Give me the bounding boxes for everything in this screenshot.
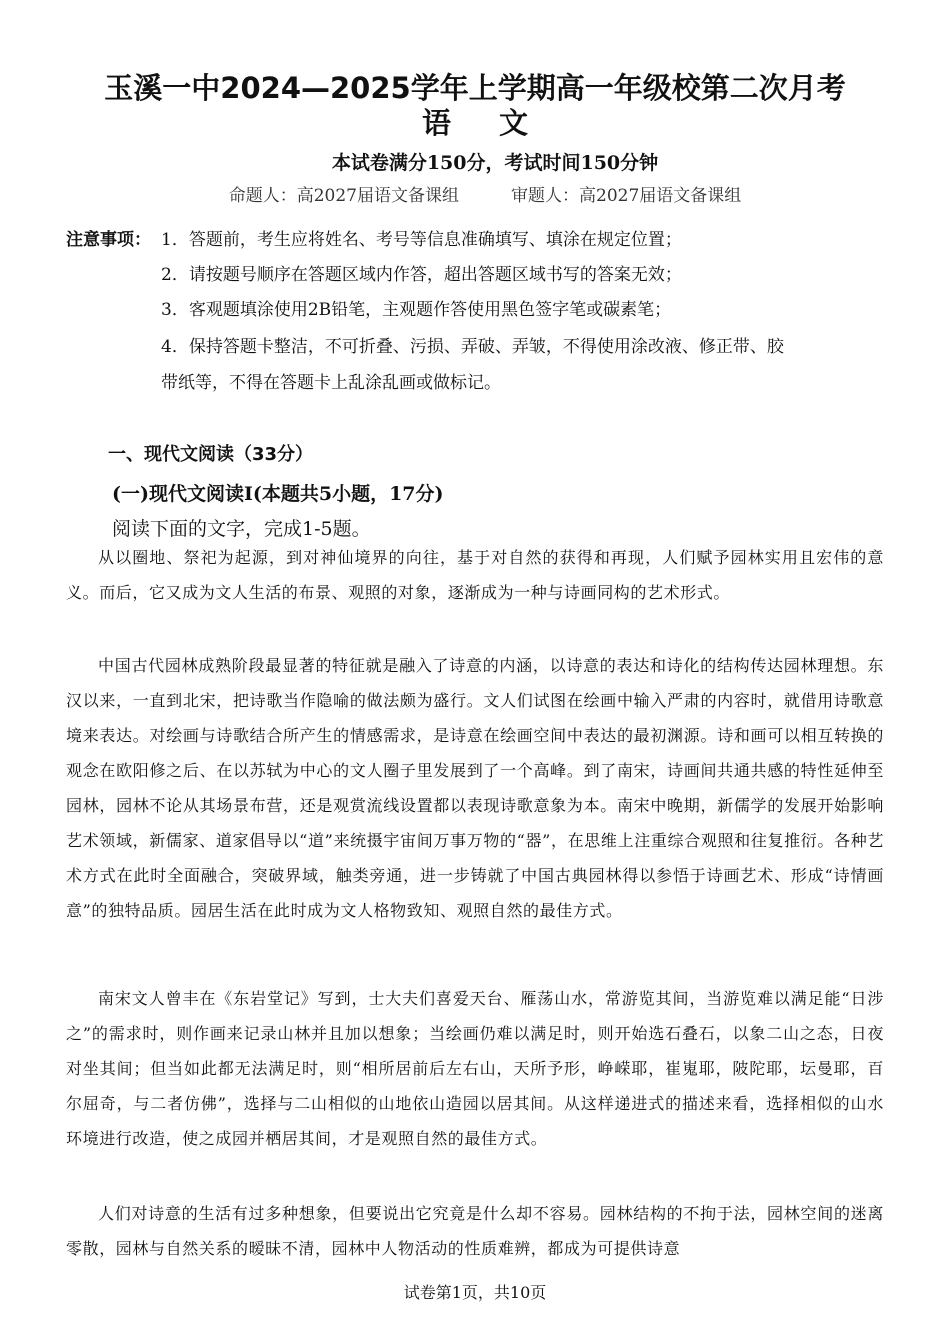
paragraph-text: 人们对诗意的生活有过多种想象，但要说出它究竟是什么却不容易。园林结构的不拘于法，园林空间的迷离零散，园林与自然关系的暧昧不清，园林中人物活动的性质难辨，都成为可提供诗意: [66, 1204, 884, 1258]
question-setter: 命题人：高2027届语文备课组: [228, 186, 459, 206]
passage-paragraph-1: [66, 540, 884, 610]
section-heading: 一、现代文阅读（33分）: [108, 444, 314, 465]
subsection-heading: (一)现代文阅读Ⅰ(本题共5小题，17分): [112, 483, 444, 505]
page-footer: 试卷第1页，共10页: [403, 1283, 547, 1302]
paragraph-text: 从以圈地、祭祀为起源，到对神仙境界的向往，基于对自然的获得和再现，人们赋予园林实用且宏伟的意义。而后，它又成为文人生活的布景、观照的对象，逐渐成为一种与诗画同构的艺术形式。: [66, 548, 884, 602]
notice-label: 注意事项：: [66, 230, 151, 250]
question-reviewer: 审题人：高2027届语文备课组: [511, 186, 742, 206]
paragraph-text: 南宋文人曾丰在《东岩堂记》写到，士大夫们喜爱天台、雁荡山水，常游览其间，当游览难以满足能“日涉之”的需求时，则作画来记录山林并且加以想象；当绘画仍难以满足时，则开始选石叠石，以象二山之态，日夜对坐其间；但当如此都无法满足时，则“相所居前后左右山，天所予形，峥嵘耶，崔嵬耶，陂陀耶，坛曼耶，百尔屈奇，与二者仿佛”，选择与二山相似的山地依山造园以居其间。从这样递进式的描述来看，选择相似的山水环境进行改造，使之成园并栖居其间，才是观照自然的最佳方式。: [66, 989, 884, 1148]
exam-subtitle: 本试卷满分150分，考试时间150分钟: [331, 152, 659, 174]
reading-instruction: 阅读下面的文字，完成1-5题。: [112, 518, 371, 540]
passage-paragraph-3: [66, 981, 884, 1156]
notice-item-4: 4．保持答题卡整洁，不可折叠、污损、弄破、弄皱，不得使用涂改液、修正带、胶: [161, 337, 784, 357]
exam-title: 玉溪一中2024—2025学年上学期高一年级校第二次月考: [104, 71, 846, 105]
notice-item-4-continued: 带纸等，不得在答题卡上乱涂乱画或做标记。: [161, 373, 501, 393]
notice-item-2: 2．请按题号顺序在答题区域内作答，超出答题区域书写的答案无效；: [161, 265, 682, 285]
subject-title: 语文: [421, 106, 576, 140]
notice-item-1: 1．答题前，考生应将姓名、考号等信息准确填写、填涂在规定位置；: [161, 230, 682, 250]
notice-item-3: 3．客观题填涂使用2B铅笔，主观题作答使用黑色签字笔或碳素笔；: [161, 300, 672, 320]
passage-paragraph-2: [66, 648, 884, 928]
author-line: [0, 181, 950, 206]
paragraph-text: 中国古代园林成熟阶段最显著的特征就是融入了诗意的内涵，以诗意的表达和诗化的结构传达园林理想。东汉以来，一直到北宋，把诗歌当作隐喻的做法颇为盛行。文人们试图在绘画中输入严肃的内容时，就借用诗歌意境来表达。对绘画与诗歌结合所产生的情感需求，是诗意在绘画空间中表达的最初渊源。诗和画可以相互转换的观念在欧阳修之后、在以苏轼为中心的文人圈子里发展到了一个高峰。到了南宋，诗画间共通共感的特性延伸至园林，园林不论从其场景布营，还是观赏流线设置都以表现诗歌意象为本。南宋中晚期，新儒学的发展开始影响艺术领域，新儒家、道家倡导以“道”来统摄宇宙间万事万物的“器”，在思维上注重综合观照和往复推衍。各种艺术方式在此时全面融合，突破界域，触类旁通，进一步铸就了中国古典园林得以参悟于诗画艺术、形成“诗情画意”的独特品质。园居生活在此时成为文人格物致知、观照自然的最佳方式。: [66, 656, 884, 920]
passage-paragraph-4: [66, 1196, 884, 1266]
